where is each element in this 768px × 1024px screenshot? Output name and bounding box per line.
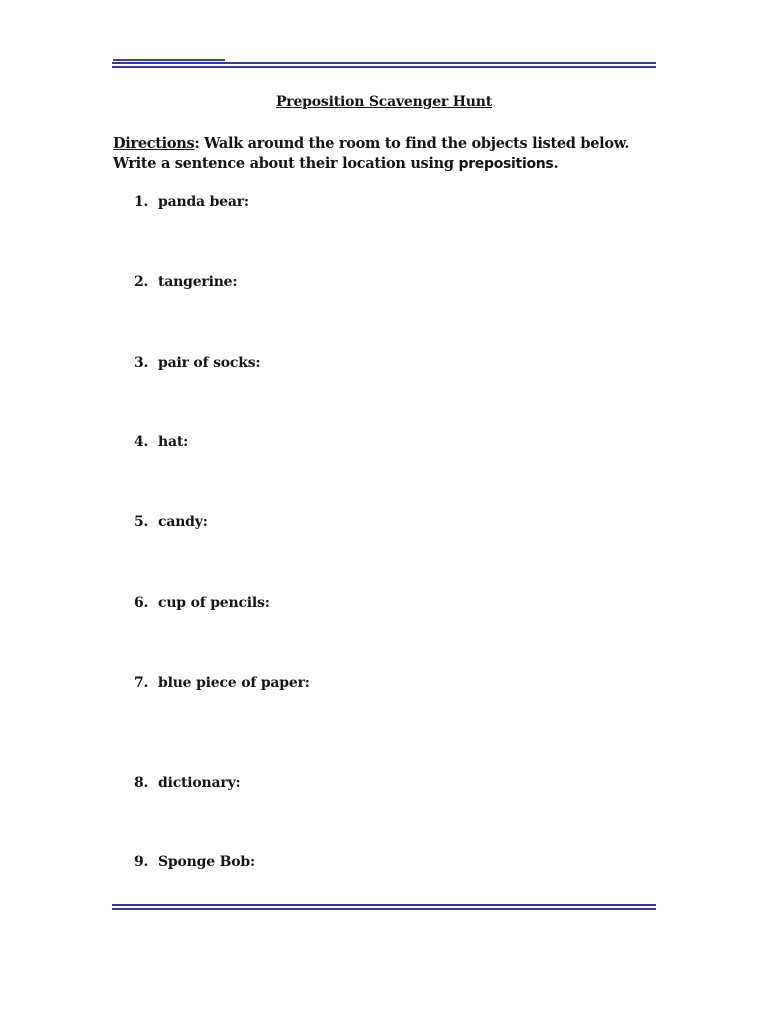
item-number: 2. [134, 274, 149, 290]
list-item [134, 274, 237, 290]
directions-text: : Walk around the room to find the objects listed below. Write a sentence about their location using [113, 135, 630, 172]
footer-double-rule [112, 904, 656, 910]
list-item [134, 595, 270, 611]
item-number: 4. [134, 434, 149, 450]
page-title: Preposition Scavenger Hunt [275, 94, 493, 110]
item-number: 9. [134, 854, 149, 870]
item-number: 1. [134, 194, 149, 210]
item-label: cup of pencils: [158, 595, 270, 611]
item-label: dictionary: [158, 775, 241, 791]
list-item [134, 514, 208, 530]
item-label: tangerine: [158, 274, 238, 290]
list-item [134, 854, 255, 870]
list-item [134, 355, 260, 371]
item-label: hat: [158, 434, 189, 450]
item-label: panda bear: [158, 194, 249, 210]
item-label: candy: [158, 514, 208, 530]
directions-end: . [553, 155, 559, 172]
item-number: 5. [134, 514, 149, 530]
item-number: 6. [134, 595, 149, 611]
directions-paragraph [113, 134, 661, 174]
item-number: 8. [134, 775, 149, 791]
header-short-rule [113, 59, 225, 61]
list-item [134, 775, 240, 791]
list-item [134, 194, 249, 210]
item-number: 3. [134, 355, 149, 371]
directions-emphasis: prepositions [458, 156, 554, 172]
item-number: 7. [134, 675, 149, 691]
item-label: blue piece of paper: [158, 675, 310, 691]
directions-label: Directions [113, 135, 195, 152]
list-item [134, 434, 188, 450]
item-label: pair of socks: [158, 355, 261, 371]
item-label: Sponge Bob: [158, 854, 255, 870]
list-item [134, 675, 310, 691]
header-double-rule [112, 62, 656, 68]
